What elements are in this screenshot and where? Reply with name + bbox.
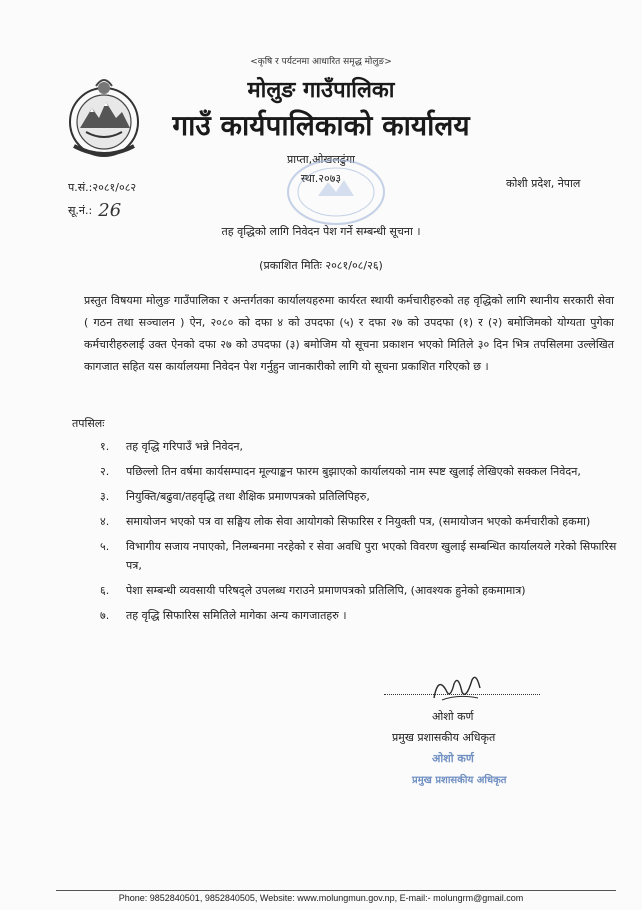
item-number: ७.	[100, 609, 110, 622]
province-label: कोशी प्रदेश, नेपाल	[506, 177, 581, 190]
list-item	[100, 462, 622, 481]
item-number: ५.	[100, 540, 110, 553]
item-number: ४.	[100, 515, 110, 528]
municipality-name: मोलुङ गाउँपालिका	[247, 78, 395, 103]
tagline: <कृषि र पर्यटनमा आधारित समृद्ध मोलुङ>	[250, 57, 392, 67]
item-text: तह वृद्धि सिफारिस समितिले मागेका अन्य कागजातहरु ।	[126, 609, 347, 622]
footer-divider	[56, 890, 616, 891]
tapasil-heading: तपसिलः	[72, 417, 105, 430]
signature-line	[384, 694, 540, 695]
office-name: गाउँ कार्यपालिकाको कार्यालय	[172, 109, 470, 142]
item-text: पेशा सम्बन्धी व्यवसायी परिषद्ले उपलब्ध गराउने प्रमाणपत्रको प्रतिलिपि, (आवश्यक हुनेको हकमामात्र)	[126, 584, 526, 597]
office-seal-icon	[284, 156, 388, 228]
signatory-name: ओशो कर्ण	[432, 710, 474, 723]
item-text: विभागीय सजाय नपाएको, निलम्बनमा नरहेको र सेवा अवधि पुरा भएको विवरण खुलाई सम्बन्धित कार्यालयले गरेको सिफारिस पत्र,	[126, 540, 617, 572]
item-text: तह वृद्धि गरिपाउँ भन्ने निवेदन,	[126, 440, 244, 453]
list-item	[100, 606, 622, 625]
dispatch-ref	[68, 200, 121, 221]
requirements-list	[100, 437, 622, 631]
list-item	[100, 437, 622, 456]
list-item	[100, 512, 622, 531]
notice-subject: तह वृद्धिको लागि निवेदन पेश गर्ने सम्बन्धी सूचना ।	[221, 225, 421, 238]
item-text: पछिल्लो तिन वर्षमा कार्यसम्पादन मूल्याङ्कन फारम बुझाएको कार्यालयको नाम स्पष्ट खुलाई लेखिएको सक्कल निवेदन,	[126, 465, 581, 478]
established-year: स्था.२०७३	[300, 172, 342, 185]
stamp-title: प्रमुख प्रशासकीय अधिकृत	[412, 775, 507, 786]
item-text: समायोजन भएको पत्र वा सङ्घिय लोक सेवा आयोगको सिफारिस र नियुक्ती पत्र, (समायोजन भएको कर्मचारीको हकमा)	[126, 515, 591, 528]
item-number: ३.	[100, 490, 110, 503]
list-item	[100, 581, 622, 600]
dispatch-number: 26	[98, 200, 122, 221]
address: प्राप्ता,ओखलढुंगा	[286, 153, 356, 166]
item-text: नियुक्ति/बढुवा/तहवृद्धि तथा शैक्षिक प्रमाणपत्रको प्रतिलिपिहरु,	[126, 490, 370, 503]
dispatch-label: सू.नं.:	[68, 204, 93, 217]
signatory-title: प्रमुख प्रशासकीय अधिकृत	[392, 731, 496, 744]
list-item	[100, 537, 622, 575]
item-number: २.	[100, 465, 110, 478]
item-number: १.	[100, 440, 110, 453]
signature-icon	[428, 670, 488, 706]
list-item	[100, 487, 622, 506]
notice-body: प्रस्तुत विषयमा मोलुङ गाउँपालिका र अन्तर्गतका कार्यालयहरुमा कार्यरत स्थायी कर्मचारीहरुको तह वृद्धिको लागि स्थानीय सरकारी सेवा ( गठन तथा सञ्चालन ) ऐन, २०८० को दफा ४ को उपदफा (५) र दफा २७ को उपदफा (१) र (२) बमोजिमको योग्यता पुगेका कर्मचारीहरुलाई उक्त ऐनको दफा २७ को उपदफा (३) बमोजिम यो सूचना प्रकाशन भएको मितिले ३० दिन भित्र तपसिलमा उल्लेखित कागजात सहित यस कार्यालयमा निवेदन पेश गर्नुहुन जानकारीको लागि यो सूचना प्रकाशित गरिएको छ ।	[84, 294, 614, 373]
footer-contact: Phone: 9852840501, 9852840505, Website: www.molungmun.gov.np, E-mail:- molungrm@gmail.com	[118, 893, 524, 903]
published-date: (प्रकाशित मितिः २०८१/०८/२६)	[259, 259, 383, 272]
stamp-name: ओशो कर्ण	[432, 752, 474, 765]
fiscal-year-ref: प.सं.:२०८१/०८२	[68, 181, 137, 194]
item-number: ६.	[100, 584, 110, 597]
